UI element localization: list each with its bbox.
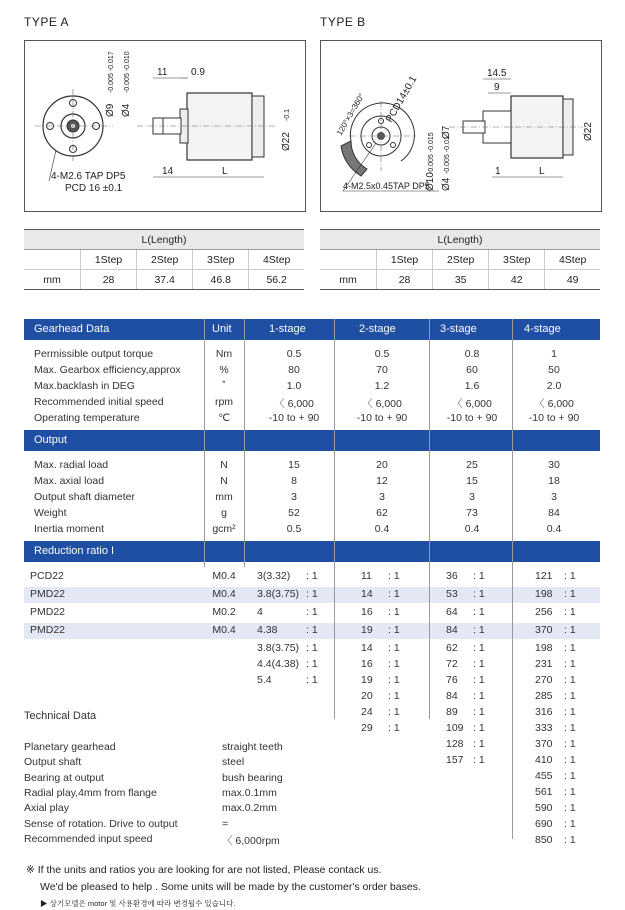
- note-line-1: ※ If the units and ratios you are looking for are not listed, Please contack us.: [26, 864, 382, 876]
- row-value: 62: [376, 507, 388, 519]
- type-a-dim-d9: Ø9: [105, 103, 116, 117]
- ratio-value: 36: [446, 570, 458, 582]
- ratio-separator: : 1: [473, 658, 485, 670]
- technical-value: 〈 6,000rpm: [222, 834, 280, 847]
- gearhead-header-bar: [24, 319, 600, 340]
- ratio-value: 850: [535, 834, 553, 846]
- ratio-separator: : 1: [564, 642, 576, 654]
- ratio-separator: : 1: [473, 722, 485, 734]
- note-line-2: We'd be pleased to help . Some units will be made by the customer's order bases.: [40, 881, 421, 893]
- gearhead-row: [24, 347, 600, 363]
- type-a-dim-d22: Ø22: [281, 132, 292, 151]
- ratio-separator: : 1: [306, 624, 318, 636]
- output-header-label: Output: [34, 434, 68, 446]
- ratio-separator: : 1: [564, 606, 576, 618]
- reduction-row: [24, 623, 600, 639]
- row-value: 3: [291, 491, 297, 503]
- length-a-title: L(Length): [24, 230, 304, 250]
- ratio-separator: : 1: [388, 706, 400, 718]
- type-b-dim-d22: Ø22: [583, 122, 594, 141]
- row-label: Max. radial load: [34, 459, 109, 471]
- row-unit: N: [220, 459, 228, 471]
- length-a-value-2: 37.4: [137, 270, 193, 290]
- length-a-step-2: 2Step: [137, 250, 193, 270]
- ratio-value: 270: [535, 674, 553, 686]
- type-b-tap-label: 4-M2.5x0.45TAP DP5: [343, 181, 430, 191]
- type-b-drawing: [320, 40, 602, 212]
- ratio-value: 14: [361, 588, 373, 600]
- ratio-separator: : 1: [388, 658, 400, 670]
- ratio-separator: : 1: [564, 570, 576, 582]
- ratio-separator: : 1: [564, 754, 576, 766]
- type-b-dim-top1: 14.5: [487, 68, 507, 79]
- length-table-a: [24, 229, 304, 290]
- type-b-title: TYPE B: [320, 15, 366, 29]
- row-value: 〈 6,000: [362, 398, 402, 410]
- type-a-drawing: [24, 40, 306, 212]
- row-unit: %: [219, 364, 229, 376]
- ratio-separator: : 1: [388, 642, 400, 654]
- ratio-value: 5.4: [257, 674, 272, 686]
- type-a-dim-d4-tol: -0.005 -0.010: [124, 51, 131, 93]
- ratio-value: 256: [535, 606, 553, 618]
- row-value: 3: [379, 491, 385, 503]
- row-value: 15: [288, 459, 300, 471]
- ratio-separator: : 1: [388, 606, 400, 618]
- technical-value: max.0.1mm: [222, 786, 277, 799]
- row-value: -10 to + 90: [268, 412, 320, 424]
- col-divider-1: [244, 319, 245, 567]
- stage-2-header: 2-stage: [359, 323, 396, 335]
- ratio-value: 455: [535, 770, 553, 782]
- type-a-dim-top2: 0.9: [191, 67, 205, 78]
- output-row: [24, 474, 600, 490]
- row-value: 1.6: [464, 380, 480, 392]
- ratio-separator: : 1: [564, 658, 576, 670]
- technical-label: Recommended input speed: [24, 832, 153, 845]
- output-row: [24, 506, 600, 522]
- gearhead-row: [24, 395, 600, 411]
- ratio-value: 20: [361, 690, 373, 702]
- ratio-separator: : 1: [564, 722, 576, 734]
- gearhead-row: [24, 379, 600, 395]
- length-a-value-3: 46.8: [193, 270, 249, 290]
- ratio-value: 410: [535, 754, 553, 766]
- technical-label: Output shaft: [24, 756, 82, 769]
- output-header-bar: [24, 430, 600, 451]
- gearhead-row: [24, 411, 600, 427]
- row-value: 〈 6,000: [274, 398, 314, 410]
- ratio-separator: : 1: [388, 674, 400, 686]
- ratio-value: 24: [361, 706, 373, 718]
- ratio-separator: : 1: [473, 690, 485, 702]
- row-value: 60: [466, 364, 478, 376]
- ratio-separator: : 1: [473, 754, 485, 766]
- row-value: 〈 6,000: [534, 398, 574, 410]
- length-a-step-3: 3Step: [193, 250, 249, 270]
- row-label: Operating temperature: [34, 412, 140, 424]
- ratio-separator: : 1: [388, 690, 400, 702]
- length-b-step-2: 2Step: [433, 250, 489, 270]
- ratio-value: 370: [535, 624, 553, 636]
- gearhead-row: [24, 363, 600, 379]
- ratio-value: 4: [257, 606, 263, 618]
- type-b-pcd-label: PCD14±0.1: [384, 74, 420, 125]
- row-value: 2.0: [546, 380, 562, 392]
- ratio-value: 198: [535, 642, 553, 654]
- ratio-separator: : 1: [473, 570, 485, 582]
- type-a-dim-top1: 11: [157, 67, 168, 78]
- type-a-dim-bottom1: 14: [162, 166, 174, 177]
- ratio-separator: : 1: [564, 786, 576, 798]
- row-value: 0.5: [286, 523, 302, 535]
- ratio-separator: : 1: [564, 770, 576, 782]
- row-unit: M0.4: [212, 570, 236, 582]
- ratio-separator: : 1: [564, 624, 576, 636]
- stage-1-header: 1-stage: [269, 323, 306, 335]
- length-b-value-4: 49: [545, 270, 600, 290]
- row-value: -10 to + 90: [356, 412, 408, 424]
- ratio-value: 89: [446, 706, 458, 718]
- row-value: 0.4: [464, 523, 480, 535]
- reduction-header-bar: [24, 541, 600, 562]
- ratio-value: 29: [361, 722, 373, 734]
- row-value: 20: [376, 459, 388, 471]
- ratio-separator: : 1: [564, 834, 576, 846]
- row-label: Permissible output torque: [34, 348, 154, 360]
- row-value: 0.5: [374, 348, 390, 360]
- row-value: 52: [288, 507, 300, 519]
- ratio-value: 690: [535, 818, 553, 830]
- ratio-value: 53: [446, 588, 458, 600]
- row-value: 50: [548, 364, 560, 376]
- technical-value: =: [222, 817, 229, 830]
- length-b-step-4: 4Step: [545, 250, 600, 270]
- ratio-separator: : 1: [306, 606, 318, 618]
- row-value: 30: [548, 459, 560, 471]
- row-label: Inertia moment: [34, 523, 105, 535]
- length-b-step-1: 1Step: [377, 250, 433, 270]
- row-value: 3: [469, 491, 475, 503]
- type-b-dim-d7: Ø7: [441, 125, 452, 139]
- ratio-value: 3.8(3.75): [257, 588, 300, 600]
- technical-label: Axial play: [24, 802, 69, 815]
- row-label: Output shaft diameter: [34, 491, 135, 503]
- technical-value: steel: [222, 756, 245, 769]
- row-unit: N: [220, 475, 228, 487]
- row-value: 0.8: [464, 348, 480, 360]
- stage-3-header: 3-stage: [440, 323, 477, 335]
- row-unit: rpm: [214, 396, 234, 408]
- ratio-separator: : 1: [564, 818, 576, 830]
- ratio-separator: : 1: [306, 570, 318, 582]
- type-a-dim-bottom2: L: [222, 166, 228, 177]
- type-b-dim-d10-tol: -0.005 -0.015: [428, 132, 435, 174]
- length-a-step-1: 1Step: [81, 250, 137, 270]
- unit-header: Unit: [212, 323, 232, 335]
- row-label: Recommended initial speed: [34, 396, 164, 408]
- type-b-dim-d4: Ø4: [441, 177, 452, 191]
- technical-label: Sense of rotation. Drive to output: [24, 817, 178, 830]
- row-value: 80: [288, 364, 300, 376]
- row-unit: g: [221, 507, 227, 519]
- technical-label: Bearing at output: [24, 771, 104, 784]
- type-a-title: TYPE A: [24, 15, 70, 29]
- row-value: 84: [548, 507, 560, 519]
- length-a-value-1: 28: [81, 270, 137, 290]
- technical-label: Planetary gearhead: [24, 741, 116, 753]
- ratio-value: 19: [361, 674, 373, 686]
- ratio-separator: : 1: [473, 642, 485, 654]
- length-b-step-3: 3Step: [489, 250, 545, 270]
- length-b-value-3: 42: [489, 270, 545, 290]
- reduction-row: [24, 587, 600, 603]
- ratio-separator: : 1: [564, 588, 576, 600]
- row-value: 〈 6,000: [452, 398, 492, 410]
- row-value: 1: [551, 348, 557, 360]
- ratio-separator: : 1: [564, 738, 576, 750]
- ratio-separator: : 1: [473, 606, 485, 618]
- row-label: Max. axial load: [34, 475, 105, 487]
- type-b-dim-b2: L: [539, 166, 545, 177]
- row-label: PMD22: [30, 606, 66, 618]
- row-unit: M0.2: [212, 606, 236, 618]
- ratio-value: 62: [446, 642, 458, 654]
- ratio-separator: : 1: [306, 588, 318, 600]
- type-b-dim-b1: 1: [495, 166, 501, 177]
- row-value: 12: [376, 475, 388, 487]
- row-unit: mm: [215, 491, 233, 503]
- ratio-value: 14: [361, 642, 373, 654]
- row-value: 8: [291, 475, 297, 487]
- ratio-separator: : 1: [564, 706, 576, 718]
- ratio-value: 16: [361, 658, 373, 670]
- row-value: 1.2: [374, 380, 390, 392]
- ratio-value: 19: [361, 624, 373, 636]
- type-b-drawing-svg: [321, 41, 601, 211]
- ratio-value: 285: [535, 690, 553, 702]
- row-label: Weight: [34, 507, 67, 519]
- row-unit: ℃: [218, 412, 230, 424]
- ratio-value: 198: [535, 588, 553, 600]
- ratio-separator: : 1: [306, 642, 318, 654]
- ratio-separator: : 1: [564, 802, 576, 814]
- col-divider-4: [512, 319, 513, 839]
- ratio-value: 121: [535, 570, 553, 582]
- row-value: -10 to + 90: [528, 412, 580, 424]
- ratio-separator: : 1: [473, 588, 485, 600]
- length-b-unit: mm: [320, 270, 377, 290]
- type-b-dim-d4-tol: -0.005 -0.01: [444, 136, 451, 174]
- row-value: 0.5: [286, 348, 302, 360]
- ratio-value: 4.4(4.38): [257, 658, 300, 670]
- reduction-header-label: Reduction ratio I: [34, 545, 115, 557]
- row-label: PMD22: [30, 624, 66, 636]
- row-unit: M0.4: [212, 624, 236, 636]
- ratio-separator: : 1: [388, 588, 400, 600]
- ratio-value: 64: [446, 606, 458, 618]
- type-a-dim-d9-tol: -0.005 -0.017: [108, 51, 115, 93]
- row-value: -10 to + 90: [446, 412, 498, 424]
- length-a-value-4: 56.2: [249, 270, 304, 290]
- col-divider-2: [334, 319, 335, 719]
- row-label: Max.backlash in DEG: [34, 380, 135, 392]
- type-a-dim-d22-tol: -0.1: [284, 108, 291, 121]
- type-a-dim-d4: Ø4: [121, 103, 132, 117]
- note-line-3: ▶ 상기모델은 motor 및 사용환경에 따라 변경될수 있습니다.: [40, 899, 236, 908]
- ratio-value: 84: [446, 624, 458, 636]
- ratio-value: 16: [361, 606, 373, 618]
- ratio-value: 3.8(3.75): [257, 642, 300, 654]
- type-b-angle-label: 120°×3=360°: [334, 91, 367, 137]
- technical-value: max.0.2mm: [222, 802, 277, 815]
- row-value: 3: [551, 491, 557, 503]
- ratio-value: 316: [535, 706, 553, 718]
- row-label: Max. Gearbox efficiency,approx: [34, 364, 181, 376]
- technical-value: bush bearing: [222, 771, 283, 784]
- ratio-separator: : 1: [473, 706, 485, 718]
- reduction-row: [24, 605, 600, 621]
- row-value: 0.4: [374, 523, 390, 535]
- ratio-value: 109: [446, 722, 464, 734]
- type-a-tap-label: 4-M2.6 TAP DP5: [51, 171, 126, 182]
- ratio-value: 128: [446, 738, 464, 750]
- stage-4-header: 4-stage: [524, 323, 561, 335]
- ratio-value: 76: [446, 674, 458, 686]
- row-value: 18: [548, 475, 560, 487]
- ratio-value: 4.38: [257, 624, 278, 636]
- ratio-value: 84: [446, 690, 458, 702]
- row-value: 15: [466, 475, 478, 487]
- ratio-separator: : 1: [564, 674, 576, 686]
- ratio-separator: : 1: [306, 658, 318, 670]
- length-a-step-4: 4Step: [249, 250, 304, 270]
- output-row: [24, 522, 600, 538]
- reduction-row: [24, 569, 600, 585]
- row-label: PMD22: [30, 588, 66, 600]
- ratio-value: 157: [446, 754, 464, 766]
- ratio-separator: : 1: [473, 738, 485, 750]
- row-value: 25: [466, 459, 478, 471]
- length-b-value-2: 35: [433, 270, 489, 290]
- ratio-separator: : 1: [473, 624, 485, 636]
- row-unit: M0.4: [212, 588, 236, 600]
- output-row: [24, 458, 600, 474]
- row-value: 1.0: [286, 380, 302, 392]
- ratio-value: 11: [361, 570, 372, 582]
- row-label: PCD22: [30, 570, 64, 582]
- ratio-separator: : 1: [388, 624, 400, 636]
- row-value: 70: [376, 364, 388, 376]
- technical-value: straight teeth: [222, 741, 283, 753]
- length-b-value-1: 28: [377, 270, 433, 290]
- row-unit: gcm²: [212, 523, 236, 535]
- col-divider-unit: [204, 319, 205, 567]
- output-row: [24, 490, 600, 506]
- ratio-value: 231: [535, 658, 553, 670]
- row-unit: ˚: [222, 380, 226, 392]
- ratio-value: 590: [535, 802, 553, 814]
- ratio-separator: : 1: [388, 722, 400, 734]
- ratio-value: 370: [535, 738, 553, 750]
- row-value: 73: [466, 507, 478, 519]
- length-a-unit: mm: [24, 270, 81, 290]
- ratio-value: 561: [535, 786, 553, 798]
- type-b-dim-d10: Ø10: [425, 172, 436, 191]
- row-unit: Nm: [215, 348, 233, 360]
- ratio-separator: : 1: [388, 570, 400, 582]
- type-b-dim-top2: 9: [494, 82, 500, 93]
- technical-data-title: Technical Data: [24, 710, 97, 722]
- ratio-separator: : 1: [306, 674, 318, 686]
- ratio-value: 72: [446, 658, 458, 670]
- length-table-b: [320, 229, 600, 290]
- type-a-drawing-svg: [25, 41, 305, 211]
- ratio-separator: : 1: [564, 690, 576, 702]
- ratio-value: 333: [535, 722, 553, 734]
- ratio-separator: : 1: [473, 674, 485, 686]
- col-divider-3: [429, 319, 430, 719]
- row-value: 0.4: [546, 523, 562, 535]
- type-a-pcd-label: PCD 16 ±0.1: [65, 183, 123, 194]
- gearhead-header-label: Gearhead Data: [34, 323, 110, 335]
- ratio-value: 3(3.32): [257, 570, 291, 582]
- length-b-title: L(Length): [320, 230, 600, 250]
- technical-label: Radial play,4mm from flange: [24, 786, 157, 799]
